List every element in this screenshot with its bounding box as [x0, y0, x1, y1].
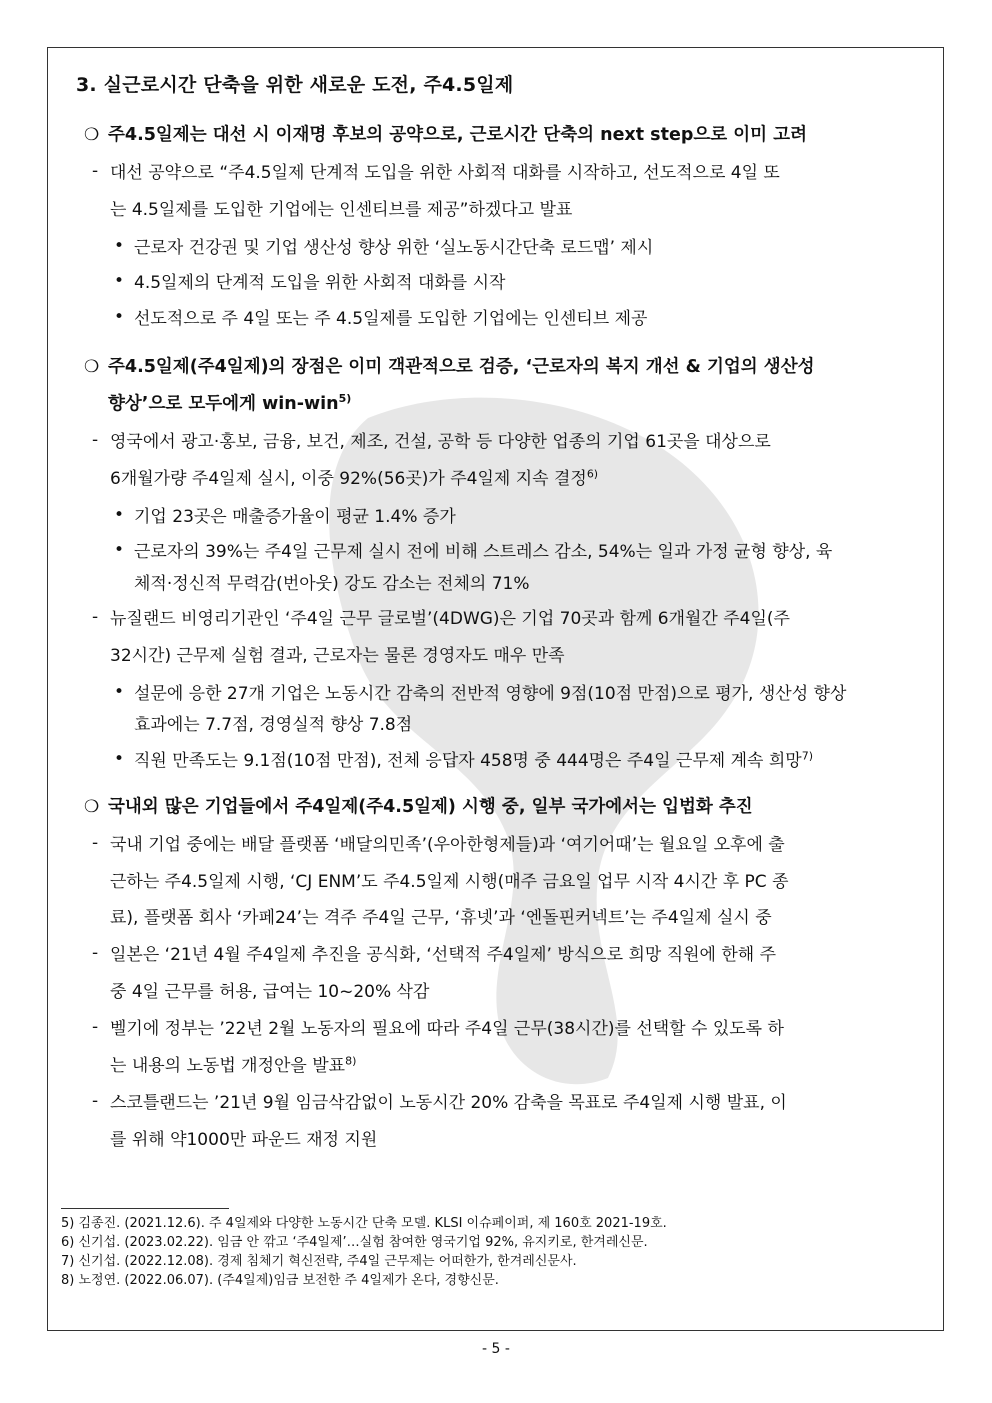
dash-marker: - [92, 943, 99, 963]
block3-dash1-line1: 국내 기업 중에는 배달 플랫폼 ‘배달의민족’(우아한형제들)과 ‘여기어때’는 월요일 오후에 출 [110, 835, 785, 855]
block2-sub3-line2: 효과에는 7.7점, 경영실적 향상 7.8점 [134, 715, 413, 735]
block3-dash3-line2 [110, 1054, 356, 1078]
dash-marker: - [92, 1017, 99, 1037]
dot-marker: • [114, 749, 125, 769]
dash-marker: - [92, 1091, 99, 1111]
block1-sub2: 4.5일제의 단계적 도입을 위한 사회적 대화를 시작 [134, 273, 506, 293]
block2-dash1-text: 6개월가량 주4일제 실시, 이중 92%(56곳)가 주4일제 지속 결정 [110, 469, 587, 489]
footnote-8: 8) 노정연. (2022.06.07). (주4일제)임금 보전한 주 4일제가 온다, 경향신문. [61, 1273, 499, 1288]
block2-sub4 [134, 749, 813, 773]
circle-bullet-icon: ❍ [84, 125, 100, 145]
footnote-ref: 5) [338, 392, 352, 406]
block2-dash1-line1: 영국에서 광고·홍보, 금융, 보건, 제조, 건설, 공학 등 다양한 업종의 기업 61곳을 대상으로 [110, 432, 771, 452]
footnote-ref: 8) [345, 1054, 357, 1068]
footnote-7: 7) 신기섭. (2022.12.08). 경제 침체기 혁신전략, 주4일 근무제는 어떠한가, 한겨레신문사. [61, 1254, 577, 1269]
dash-marker: - [92, 607, 99, 627]
footnote-ref: 6) [586, 467, 599, 481]
block2-heading-line1: 주4.5일제(주4일제)의 장점은 이미 객관적으로 검증, ‘근로자의 복지 개선 & 기업의 생산성 [108, 357, 815, 377]
dot-marker: • [114, 505, 125, 525]
block3-dash2-line2: 중 4일 근무를 허용, 급여는 10~20% 삭감 [110, 982, 430, 1002]
block3-heading: 국내외 많은 기업들에서 주4일제(주4.5일제) 시행 중, 일부 국가에서는 입법화 추진 [108, 797, 753, 817]
dash-marker: - [92, 833, 99, 853]
block3-dash4-line1: 스코틀랜드는 ’21년 9월 임금삭감없이 노동시간 20% 감축을 목표로 주4일제 시행 발표, 이 [110, 1093, 787, 1113]
block3-dash2-line1: 일본은 ‘21년 4월 주4일제 추진을 공식화, ‘선택적 주4일제’ 방식으로 희망 직원에 한해 주 [110, 945, 777, 965]
block2-sub2-line2: 체적·정신적 무력감(번아웃) 강도 감소는 전체의 71% [134, 574, 530, 594]
block2-dash2-line2: 32시간) 근무제 실험 결과, 근로자는 물론 경영자도 매우 만족 [110, 646, 565, 666]
circle-bullet-icon: ❍ [84, 357, 100, 377]
dot-marker: • [114, 307, 125, 327]
circle-bullet-icon: ❍ [84, 797, 100, 817]
footnote-5: 5) 김종진. (2021.12.6). 주 4일제와 다양한 노동시간 단축 모델. KLSI 이슈페이퍼, 제 160호 2021-19호. [61, 1216, 667, 1231]
block2-heading-text: 향상’으로 모두에게 win-win [108, 394, 339, 414]
block2-dash2-line1: 뉴질랜드 비영리기관인 ‘주4일 근무 글로벌’(4DWG)은 기업 70곳과 함께 6개월간 주4일(주 [110, 609, 790, 629]
block2-sub1: 기업 23곳은 매출증가율이 평균 1.4% 증가 [134, 507, 456, 527]
block3-dash4-line2: 를 위해 약1000만 파운드 재정 지원 [110, 1130, 378, 1150]
block2-sub4-text: 직원 만족도는 9.1점(10점 만점), 전체 응답자 458명 중 444명은 주4일 근무제 계속 희망 [134, 751, 802, 771]
footnote-6: 6) 신기섭. (2023.02.22). 임금 안 깎고 ‘주4일제’…실험 참여한 영국기업 92%, 유지키로, 한겨레신문. [61, 1235, 648, 1250]
dot-marker: • [114, 682, 125, 702]
block2-dash1-line2 [110, 467, 598, 491]
footnote-ref: 7) [801, 749, 814, 763]
footnote-divider [61, 1208, 229, 1209]
dot-marker: • [114, 271, 125, 291]
page-number: - 5 - [482, 1341, 510, 1357]
block3-dash1-line3: 료), 플랫폼 회사 ‘카페24’는 격주 주4일 근무, ‘휴넷’과 ‘엔돌핀커넥트’는 주4일제 실시 중 [110, 908, 772, 928]
block1-heading: 주4.5일제는 대선 시 이재명 후보의 공약으로, 근로시간 단축의 next step으로 이미 고려 [108, 125, 807, 145]
block1-sub3: 선도적으로 주 4일 또는 주 4.5일제를 도입한 기업에는 인센티브 제공 [134, 309, 648, 329]
dash-marker: - [92, 161, 99, 181]
block3-dash3-text: 는 내용의 노동법 개정안을 발표 [110, 1056, 346, 1076]
block1-dash1-line1: 대선 공약으로 “주4.5일제 단계적 도입을 위한 사회적 대화를 시작하고, 선도적으로 4일 또 [110, 163, 780, 183]
block3-dash3-line1: 벨기에 정부는 ’22년 2월 노동자의 필요에 따라 주4일 근무(38시간)를 선택할 수 있도록 하 [110, 1019, 784, 1039]
dash-marker: - [92, 430, 99, 450]
dot-marker: • [114, 236, 125, 256]
block2-heading-line2 [108, 392, 351, 416]
section-title: 3. 실근로시간 단축을 위한 새로운 도전, 주4.5일제 [76, 74, 514, 96]
block1-dash1-line2: 는 4.5일제를 도입한 기업에는 인센티브를 제공”하겠다고 발표 [110, 200, 573, 220]
page-frame [47, 47, 944, 1331]
block3-dash1-line2: 근하는 주4.5일제 시행, ‘CJ ENM’도 주4.5일제 시행(매주 금요일 업무 시작 4시간 후 PC 종 [110, 872, 789, 892]
block2-sub2-line1: 근로자의 39%는 주4일 근무제 실시 전에 비해 스트레스 감소, 54%는 일과 가정 균형 향상, 육 [134, 542, 833, 562]
dot-marker: • [114, 540, 125, 560]
block2-sub3-line1: 설문에 응한 27개 기업은 노동시간 감축의 전반적 영향에 9점(10점 만점)으로 평가, 생산성 향상 [134, 684, 847, 704]
block1-sub1: 근로자 건강권 및 기업 생산성 향상 위한 ‘실노동시간단축 로드맵’ 제시 [134, 238, 654, 258]
